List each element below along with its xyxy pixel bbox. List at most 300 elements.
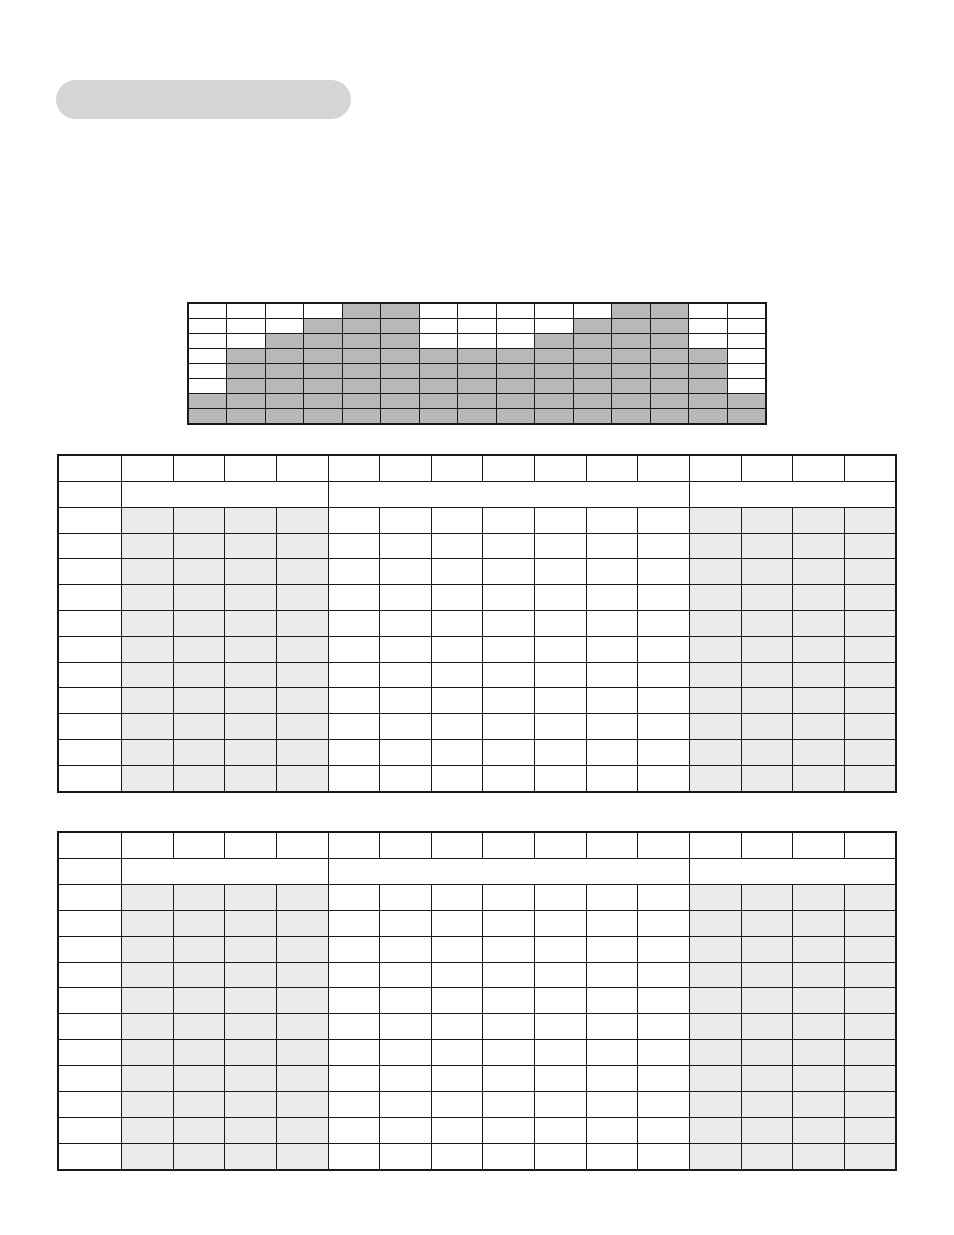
data-cell: [173, 1092, 225, 1118]
header-cell: [276, 832, 328, 858]
data-cell: [276, 1014, 328, 1040]
data-cell: [328, 765, 380, 792]
data-cell: [380, 1040, 432, 1066]
data-cell: [689, 910, 741, 936]
row-label-cell: [58, 1092, 122, 1118]
data-cell: [380, 962, 432, 988]
data-cell: [276, 507, 328, 533]
data-cell: [793, 1118, 845, 1144]
data-cell: [122, 507, 174, 533]
data-cell: [741, 662, 793, 688]
header-cell: [741, 832, 793, 858]
data-cell: [689, 585, 741, 611]
bar-grid-row: [188, 349, 766, 364]
header-cell: [638, 455, 690, 481]
data-cell: [844, 1092, 896, 1118]
bar-grid-cell-filled: [612, 379, 651, 394]
data-cell: [483, 533, 535, 559]
data-cell: [225, 1092, 277, 1118]
data-cell: [225, 910, 277, 936]
data-cell: [638, 1040, 690, 1066]
data-cell: [741, 910, 793, 936]
data-cell: [793, 962, 845, 988]
bar-grid-cell-filled: [689, 349, 728, 364]
data-cell: [122, 884, 174, 910]
data-cell: [328, 1118, 380, 1144]
data-cell: [122, 559, 174, 585]
bar-grid-cell-filled: [227, 409, 266, 425]
data-cell: [689, 1066, 741, 1092]
data-cell: [276, 936, 328, 962]
data-cell: [535, 507, 587, 533]
bar-grid-cell-empty: [265, 319, 304, 334]
data-cell: [638, 1092, 690, 1118]
data-cell: [483, 1066, 535, 1092]
bar-grid-cell-filled: [689, 394, 728, 409]
data-cell: [638, 507, 690, 533]
bar-grid-cell-filled: [496, 379, 535, 394]
bar-grid-row: [188, 303, 766, 319]
data-cell: [483, 740, 535, 766]
data-cell: [225, 740, 277, 766]
bar-grid-cell-empty: [458, 334, 497, 349]
row-label-cell: [58, 559, 122, 585]
bar-grid-cell-filled: [573, 379, 612, 394]
bar-grid-cell-filled: [419, 394, 458, 409]
data-cell: [431, 662, 483, 688]
bar-grid-cell-empty: [419, 319, 458, 334]
data-cell: [431, 1092, 483, 1118]
row-label-cell: [58, 740, 122, 766]
data-cell: [328, 910, 380, 936]
data-cell: [844, 688, 896, 714]
data-cell: [122, 936, 174, 962]
data-cell: [276, 688, 328, 714]
bar-grid-cell-filled: [612, 349, 651, 364]
data-cell: [122, 636, 174, 662]
bar-grid-row: [188, 394, 766, 409]
bar-grid-cell-empty: [188, 334, 227, 349]
data-cell: [689, 1143, 741, 1170]
data-cell: [173, 1066, 225, 1092]
header-cell: [793, 832, 845, 858]
bar-grid-cell-filled: [419, 349, 458, 364]
data-cell: [483, 936, 535, 962]
data-cell: [793, 1014, 845, 1040]
group-cell: [689, 858, 896, 884]
table-row: [58, 1143, 896, 1170]
data-cell: [122, 765, 174, 792]
data-cell: [276, 740, 328, 766]
data-cell: [793, 936, 845, 962]
data-cell: [380, 1066, 432, 1092]
data-cell: [380, 988, 432, 1014]
header-cell: [122, 832, 174, 858]
group-cell: [122, 481, 329, 507]
row-label-cell: [58, 662, 122, 688]
data-cell: [638, 988, 690, 1014]
row-label-cell: [58, 507, 122, 533]
data-cell: [173, 714, 225, 740]
bar-grid-cell-filled: [689, 379, 728, 394]
bar-grid-cell-empty: [727, 364, 766, 379]
bar-grid-cell-filled: [650, 364, 689, 379]
data-cell: [483, 1014, 535, 1040]
data-cell: [380, 559, 432, 585]
data-cell: [122, 585, 174, 611]
bar-grid-cell-filled: [342, 319, 381, 334]
data-cell: [276, 1118, 328, 1144]
data-cell: [793, 533, 845, 559]
data-cell: [741, 714, 793, 740]
data-cell: [844, 884, 896, 910]
bar-grid-cell-filled: [650, 303, 689, 319]
data-cell: [225, 1066, 277, 1092]
bar-grid-cell-filled: [535, 394, 574, 409]
data-cell: [276, 559, 328, 585]
data-cell: [328, 533, 380, 559]
bar-grid-cell-filled: [496, 364, 535, 379]
data-cell: [741, 1014, 793, 1040]
data-cell: [638, 662, 690, 688]
data-cell: [483, 688, 535, 714]
group-cell: [328, 481, 689, 507]
bar-grid-cell-filled: [535, 409, 574, 425]
data-cell: [638, 765, 690, 792]
data-cell: [483, 611, 535, 637]
bar-grid-cell-filled: [458, 364, 497, 379]
data-cell: [225, 884, 277, 910]
data-cell: [225, 1014, 277, 1040]
data-cell: [793, 1143, 845, 1170]
data-cell: [689, 740, 741, 766]
data-cell: [638, 688, 690, 714]
data-cell: [483, 714, 535, 740]
data-cell: [122, 740, 174, 766]
data-cell: [793, 740, 845, 766]
data-cell: [844, 1066, 896, 1092]
bar-grid-cell-filled: [612, 303, 651, 319]
data-cell: [844, 1118, 896, 1144]
data-cell: [328, 636, 380, 662]
data-cell: [741, 585, 793, 611]
bar-grid-cell-filled: [265, 364, 304, 379]
data-cell: [380, 910, 432, 936]
data-cell: [225, 662, 277, 688]
bar-grid-cell-filled: [727, 394, 766, 409]
bar-grid-cell-empty: [265, 303, 304, 319]
data-cell: [328, 1040, 380, 1066]
data-cell: [225, 962, 277, 988]
table-group-row: [58, 481, 896, 507]
data-cell: [431, 611, 483, 637]
data-cell: [431, 1066, 483, 1092]
header-cell: [483, 832, 535, 858]
table-group-row: [58, 858, 896, 884]
data-cell: [535, 559, 587, 585]
row-label-cell: [58, 832, 122, 858]
bar-grid-cell-filled: [650, 379, 689, 394]
data-cell: [122, 988, 174, 1014]
bar-grid-cell-filled: [689, 409, 728, 425]
data-cell: [483, 1118, 535, 1144]
data-cell: [328, 611, 380, 637]
data-cell: [483, 988, 535, 1014]
data-cell: [586, 662, 638, 688]
data-cell: [535, 688, 587, 714]
data-cell: [586, 765, 638, 792]
data-cell: [535, 740, 587, 766]
bar-grid-cell-filled: [304, 409, 343, 425]
bar-grid-cell-filled: [342, 334, 381, 349]
data-cell: [225, 765, 277, 792]
data-cell: [380, 507, 432, 533]
bar-grid-cell-empty: [188, 379, 227, 394]
bar-grid-cell-filled: [573, 334, 612, 349]
header-cell: [328, 832, 380, 858]
data-cell: [844, 740, 896, 766]
data-cell: [689, 884, 741, 910]
data-cell: [276, 1066, 328, 1092]
bar-grid-row: [188, 379, 766, 394]
data-cell: [431, 1118, 483, 1144]
data-cell: [844, 1143, 896, 1170]
data-cell: [586, 559, 638, 585]
row-label-cell: [58, 1118, 122, 1144]
data-cell: [586, 1092, 638, 1118]
bar-grid-row: [188, 334, 766, 349]
data-cell: [844, 662, 896, 688]
bar-grid-cell-empty: [458, 303, 497, 319]
data-cell: [638, 962, 690, 988]
data-cell: [276, 988, 328, 1014]
bar-grid-cell-empty: [304, 303, 343, 319]
data-cell: [122, 962, 174, 988]
table-row: [58, 765, 896, 792]
bar-grid-cell-empty: [188, 303, 227, 319]
bar-grid-cell-filled: [265, 394, 304, 409]
data-cell: [844, 1040, 896, 1066]
data-cell: [122, 1118, 174, 1144]
table-row: [58, 662, 896, 688]
bar-grid-cell-empty: [227, 319, 266, 334]
bar-grid-cell-filled: [265, 334, 304, 349]
header-cell: [122, 455, 174, 481]
data-cell: [689, 1092, 741, 1118]
data-cell: [328, 936, 380, 962]
data-cell: [586, 884, 638, 910]
table-row: [58, 1014, 896, 1040]
bar-grid-cell-filled: [496, 349, 535, 364]
bar-grid-cell-filled: [381, 364, 420, 379]
table-row: [58, 740, 896, 766]
bar-grid-cell-empty: [419, 334, 458, 349]
data-cell: [328, 559, 380, 585]
row-label-cell: [58, 1014, 122, 1040]
data-cell: [173, 910, 225, 936]
bar-grid-cell-filled: [496, 409, 535, 425]
bar-grid-cell-empty: [496, 334, 535, 349]
data-cell: [173, 962, 225, 988]
data-cell: [380, 884, 432, 910]
data-cell: [276, 1143, 328, 1170]
bar-grid-cell-empty: [227, 334, 266, 349]
data-cell: [225, 1040, 277, 1066]
data-cell: [328, 585, 380, 611]
bar-grid-cell-empty: [727, 303, 766, 319]
group-cell: [689, 481, 896, 507]
bar-grid-cell-filled: [612, 319, 651, 334]
data-cell: [431, 507, 483, 533]
bar-grid-cell-filled: [496, 394, 535, 409]
data-cell: [122, 662, 174, 688]
data-cell: [741, 1066, 793, 1092]
bar-grid-cell-filled: [535, 349, 574, 364]
data-cell: [328, 1143, 380, 1170]
data-cell: [844, 636, 896, 662]
data-cell: [844, 533, 896, 559]
data-cell: [638, 1143, 690, 1170]
data-cell: [328, 962, 380, 988]
bar-grid-cell-filled: [573, 319, 612, 334]
data-cell: [225, 988, 277, 1014]
grid-table-2: [57, 831, 897, 1171]
data-cell: [225, 559, 277, 585]
bar-grid-cell-filled: [381, 334, 420, 349]
data-cell: [483, 585, 535, 611]
header-cell: [535, 455, 587, 481]
header-cell: [225, 832, 277, 858]
data-cell: [586, 1040, 638, 1066]
bar-grid-row: [188, 319, 766, 334]
data-cell: [689, 714, 741, 740]
data-cell: [276, 714, 328, 740]
data-cell: [431, 559, 483, 585]
data-cell: [483, 507, 535, 533]
data-cell: [535, 884, 587, 910]
bar-grid-cell-filled: [573, 364, 612, 379]
data-cell: [535, 1066, 587, 1092]
data-cell: [328, 1092, 380, 1118]
data-cell: [586, 585, 638, 611]
header-cell: [173, 455, 225, 481]
bar-grid-cell-filled: [727, 409, 766, 425]
data-cell: [276, 962, 328, 988]
bar-grid-cell-filled: [227, 379, 266, 394]
bar-grid-cell-filled: [227, 364, 266, 379]
header-cell: [586, 832, 638, 858]
data-cell: [328, 1014, 380, 1040]
data-cell: [122, 714, 174, 740]
data-cell: [535, 936, 587, 962]
table-row: [58, 533, 896, 559]
bar-grid-cell-filled: [535, 334, 574, 349]
data-cell: [276, 1040, 328, 1066]
row-label-cell: [58, 455, 122, 481]
bar-grid-cell-filled: [458, 394, 497, 409]
bar-grid-cell-filled: [419, 409, 458, 425]
data-cell: [689, 662, 741, 688]
bar-grid-cell-empty: [573, 303, 612, 319]
table-row: [58, 962, 896, 988]
table-row: [58, 884, 896, 910]
data-cell: [638, 1066, 690, 1092]
data-cell: [844, 611, 896, 637]
table-row: [58, 585, 896, 611]
data-cell: [844, 910, 896, 936]
bar-grid-cell-empty: [227, 303, 266, 319]
data-cell: [173, 507, 225, 533]
data-cell: [380, 611, 432, 637]
bar-grid-cell-filled: [650, 349, 689, 364]
data-cell: [173, 636, 225, 662]
row-label-cell: [58, 1040, 122, 1066]
data-cell: [276, 910, 328, 936]
row-label-cell: [58, 688, 122, 714]
header-cell: [328, 455, 380, 481]
data-cell: [380, 1143, 432, 1170]
bar-grid-cell-filled: [573, 409, 612, 425]
data-cell: [844, 936, 896, 962]
data-cell: [793, 988, 845, 1014]
data-cell: [122, 611, 174, 637]
data-cell: [793, 688, 845, 714]
bar-grid-cell-filled: [265, 349, 304, 364]
data-cell: [483, 559, 535, 585]
data-cell: [225, 636, 277, 662]
header-cell: [431, 455, 483, 481]
data-cell: [173, 585, 225, 611]
table-row: [58, 1092, 896, 1118]
data-cell: [431, 1014, 483, 1040]
data-cell: [793, 611, 845, 637]
data-cell: [225, 1143, 277, 1170]
data-cell: [586, 1118, 638, 1144]
row-label-cell: [58, 585, 122, 611]
group-cell: [328, 858, 689, 884]
data-cell: [689, 962, 741, 988]
data-cell: [689, 988, 741, 1014]
header-cell: [689, 832, 741, 858]
data-cell: [689, 611, 741, 637]
bar-grid-cell-filled: [535, 379, 574, 394]
data-cell: [586, 507, 638, 533]
data-cell: [122, 1092, 174, 1118]
data-cell: [276, 585, 328, 611]
data-cell: [380, 533, 432, 559]
bar-grid-cell-filled: [573, 394, 612, 409]
table-row: [58, 507, 896, 533]
row-label-cell: [58, 962, 122, 988]
data-cell: [793, 1066, 845, 1092]
header-cell: [535, 832, 587, 858]
data-cell: [122, 1143, 174, 1170]
data-cell: [844, 962, 896, 988]
data-cell: [535, 585, 587, 611]
bar-grid-cell-filled: [612, 409, 651, 425]
bar-grid-cell-filled: [381, 379, 420, 394]
bar-grid-cell-filled: [342, 409, 381, 425]
header-cell: [276, 455, 328, 481]
data-cell: [793, 636, 845, 662]
data-cell: [844, 765, 896, 792]
data-cell: [638, 910, 690, 936]
bar-grid-cell-filled: [342, 379, 381, 394]
data-cell: [586, 962, 638, 988]
data-cell: [741, 1143, 793, 1170]
table-row: [58, 1040, 896, 1066]
row-label-cell: [58, 936, 122, 962]
